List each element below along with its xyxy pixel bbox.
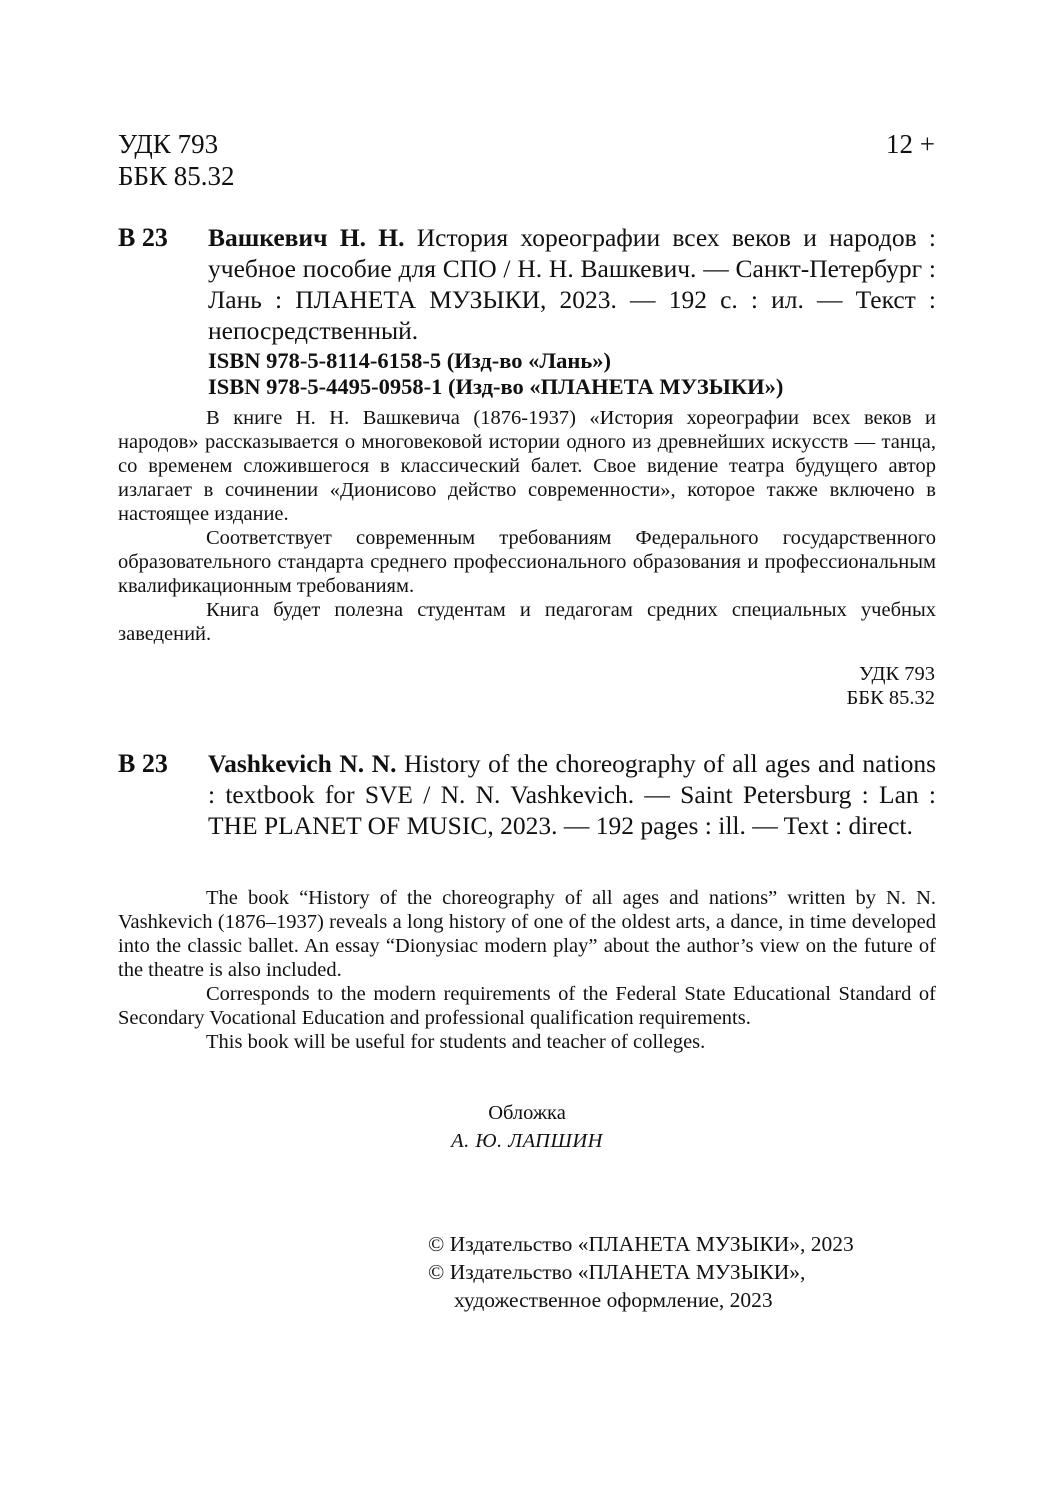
author-mark-ru: В 23 — [118, 223, 168, 252]
abstract-ru — [118, 406, 936, 646]
cover-label: Обложка — [488, 1102, 566, 1124]
udk-code: УДК 793 — [859, 663, 935, 685]
isbn-block — [208, 348, 936, 400]
udk-code: УДК 793 — [118, 129, 219, 159]
classification-codes — [118, 128, 235, 192]
author-mark-en: В 23 — [118, 749, 168, 778]
age-rating: 12 + — [886, 129, 935, 159]
author-name-en: Vashkevich N. N. — [208, 749, 397, 778]
isbn-planeta: ISBN 978-5-4495-0958-1 (Изд-во «ПЛАНЕТА МУЗЫКИ») — [208, 374, 784, 399]
abstract-en — [118, 886, 936, 1054]
copyright-block — [428, 1230, 938, 1314]
isbn-lan: ISBN 978-5-8114-6158-5 (Изд-во «Лань») — [208, 348, 612, 373]
abstract-paragraph: This book will be useful for students and teacher of colleges. — [206, 1031, 706, 1053]
bibliographic-entry-en — [208, 748, 936, 841]
entry-text-ru: История хореографии всех веков и народов : учебное пособие для СПО / Н. Н. Вашкевич. — Санкт-Петербург : Лань : ПЛАНЕТА МУЗЫКИ, 2023. — 192 с. : ил. — Текст : непосредственный. — [208, 223, 936, 345]
abstract-paragraph: Соответствует современным требованиям Федерального государственного образовательного стандарта среднего профессионального образования и профессиональным квалификационным требованиям. — [118, 527, 936, 597]
abstract-paragraph: The book “History of the choreography of all ages and nations” written by N. N. Vashkevich (1876–1937) reveals a long history of one of the oldest arts, a dance, in time developed into the classic ballet. An essay “Dionysiac modern play” about the author’s view on the future of the theatre is also included. — [118, 887, 936, 981]
copyright-line: художественное оформление, 2023 — [454, 1288, 773, 1312]
bbk-code: ББК 85.32 — [846, 687, 935, 709]
abstract-paragraph: Книга будет полезна студентам и педагогам средних специальных учебных заведений. — [118, 599, 936, 645]
cover-artist: А. Ю. ЛАПШИН — [451, 1130, 603, 1152]
cover-credit — [118, 1100, 936, 1154]
bibliographic-entry-ru — [208, 222, 936, 346]
author-name-ru: Вашкевич Н. Н. — [208, 223, 405, 252]
abstract-paragraph: В книге Н. Н. Вашкевича (1876-1937) «История хореографии всех веков и народов» рассказывается о многовековой истории одного из древнейших искусств — танца, со временем сложившегося в классический балет. Свое видение театра будущего автор излагает в сочинении «Дионисово действо современности», которое также включено в настоящее издание. — [118, 407, 936, 525]
copyright-line: © Издательство «ПЛАНЕТА МУЗЫКИ», — [428, 1260, 806, 1284]
entry-text-en: History of the choreography of all ages and nations : textbook for SVE / N. N. Vashkevich. — Saint Petersburg : Lan : THE PLANET OF MUSIC, 2023. — 192 pages : ill. — Text : direct. — [208, 749, 937, 840]
abstract-paragraph: Corresponds to the modern requirements of the Federal State Educational Standard of Secondary Vocational Education and professional qualification requirements. — [118, 983, 936, 1029]
classification-codes-right — [847, 662, 935, 710]
bbk-code: ББК 85.32 — [118, 161, 235, 191]
copyright-line: © Издательство «ПЛАНЕТА МУЗЫКИ», 2023 — [428, 1232, 854, 1256]
